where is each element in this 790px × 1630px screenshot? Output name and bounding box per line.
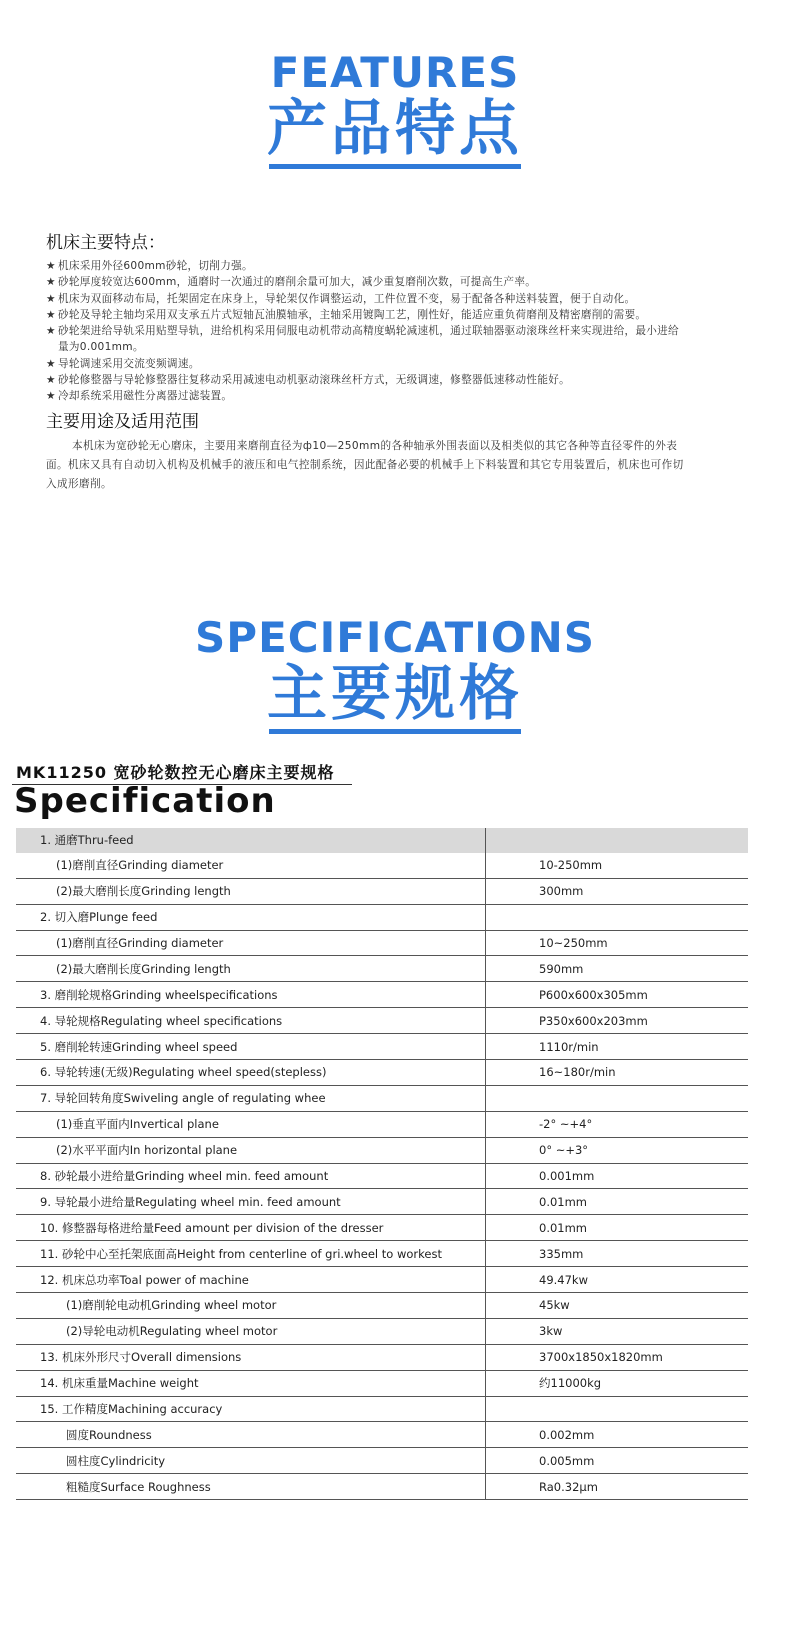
usage-heading: 主要用途及适用范围: [46, 411, 199, 432]
star-icon: ★: [46, 276, 56, 289]
spec-label: 11. 砂轮中心至托架底面高Height from centerline of gri.wheel to workest: [16, 1241, 486, 1267]
spec-value: 0.005mm: [486, 1448, 749, 1474]
spec-label: 5. 磨削轮转速Grinding wheel speed: [16, 1034, 486, 1060]
table-row: [16, 1060, 748, 1086]
table-row: [16, 1111, 748, 1137]
spec-label: (1)磨削直径Grinding diameter: [16, 930, 486, 956]
spec-value: 0.002mm: [486, 1422, 749, 1448]
features-title-cn: 产品特点: [267, 94, 523, 164]
spec-label: (1)磨削直径Grinding diameter: [16, 853, 486, 878]
feature-item: [46, 291, 686, 307]
spec-value: 0.01mm: [486, 1215, 749, 1241]
usage-text: 本机床为宽砂轮无心磨床，主要用来磨削直径为ф10—250mm的各种轴承外围表面以及相类似的其它各种等直径零件的外表面。机床又具有自动切入机构及机械手的液压和电气控制系统，因此配备必要的机械手上下料装置和其它专用装置后，机床也可作切入成形磨削。: [46, 439, 684, 490]
table-row: [16, 1267, 748, 1293]
spec-label: 9. 导轮最小进给量Regulating wheel min. feed amount: [16, 1189, 486, 1215]
table-row: [16, 878, 748, 904]
spec-label: 6. 导轮转速(无级)Regulating wheel speed(stepless): [16, 1060, 486, 1086]
feature-item-text: 冷却系统采用磁性分离器过滤装置。: [58, 390, 233, 403]
spec-label: (2)水平平面内In horizontal plane: [16, 1137, 486, 1163]
spec-value: [486, 1396, 749, 1422]
table-row: [16, 1163, 748, 1189]
spec-value: 0.01mm: [486, 1189, 749, 1215]
spec-value: 300mm: [486, 878, 749, 904]
table-row: [16, 1085, 748, 1111]
spec-label: (2)最大磨削长度Grinding length: [16, 956, 486, 982]
spec-value: [486, 828, 749, 853]
spec-label: 1. 通磨Thru-feed: [16, 828, 486, 853]
spec-value: -2° ~+4°: [486, 1111, 749, 1137]
feature-item-text: 砂轮架进给导轨采用贴塑导轨，进给机构采用伺服电动机带动高精度蜗轮减速机，通过联轴器驱动滚珠丝杆来实现进给，最小进给量为0.001mm。: [58, 325, 679, 354]
feature-item: [46, 323, 686, 356]
table-row: [16, 982, 748, 1008]
table-row: [16, 930, 748, 956]
spec-value: 16~180r/min: [486, 1060, 749, 1086]
features-section: [46, 232, 686, 494]
spec-value: 0° ~+3°: [486, 1137, 749, 1163]
table-row: [16, 1189, 748, 1215]
spec-table: [16, 828, 748, 1500]
table-row: [16, 828, 748, 853]
feature-item: [46, 388, 686, 404]
table-row: [16, 853, 748, 878]
spec-value: 3kw: [486, 1318, 749, 1344]
features-list: [46, 258, 686, 405]
features-underline: [269, 164, 521, 169]
spec-value: P350x600x203mm: [486, 1008, 749, 1034]
specifications-title-cn: 主要规格: [267, 659, 523, 729]
table-row: [16, 1474, 748, 1500]
spec-label: 粗糙度Surface Roughness: [16, 1474, 486, 1500]
table-row: [16, 1008, 748, 1034]
table-row: [16, 1318, 748, 1344]
spec-model-title: MK11250 宽砂轮数控无心磨床主要规格: [16, 763, 335, 782]
spec-label: 15. 工作精度Machining accuracy: [16, 1396, 486, 1422]
table-row: [16, 1241, 748, 1267]
spec-label: 7. 导轮回转角度Swiveling angle of regulating whee: [16, 1085, 486, 1111]
specifications-underline: [269, 729, 521, 734]
table-row: [16, 956, 748, 982]
spec-value: 1110r/min: [486, 1034, 749, 1060]
table-row: [16, 1137, 748, 1163]
star-icon: ★: [46, 357, 56, 370]
spec-label: 4. 导轮规格Regulating wheel specifications: [16, 1008, 486, 1034]
table-row: [16, 1034, 748, 1060]
spec-label: 14. 机床重量Machine weight: [16, 1370, 486, 1396]
spec-value: 590mm: [486, 956, 749, 982]
features-heading: 机床主要特点：: [46, 233, 165, 253]
feature-item-text: 机床为双面移动布局，托架固定在床身上，导轮架仅作调整运动，工件位置不变，易于配备各种送料装置，便于自动化。: [58, 292, 636, 305]
spec-value: 49.47kw: [486, 1267, 749, 1293]
star-icon: ★: [46, 260, 56, 272]
spec-value: 10~250mm: [486, 930, 749, 956]
spec-value: 45kw: [486, 1293, 749, 1319]
table-row: [16, 1448, 748, 1474]
spec-value: 3700x1850x1820mm: [486, 1344, 749, 1370]
star-icon: ★: [46, 374, 56, 387]
spec-value: [486, 904, 749, 930]
feature-item-text: 砂轮修整器与导轮修整器往复移动采用减速电动机驱动滚珠丝杆方式，无级调速，修整器低速移动性能好。: [58, 374, 571, 387]
feature-item: [46, 356, 686, 372]
spec-value: 10-250mm: [486, 853, 749, 878]
features-header: [0, 50, 790, 169]
spec-label: 13. 机床外形尺寸Overall dimensions: [16, 1344, 486, 1370]
spec-value: 335mm: [486, 1241, 749, 1267]
spec-label: (1)垂直平面内Invertical plane: [16, 1111, 486, 1137]
spec-value: [486, 1085, 749, 1111]
star-icon: ★: [46, 390, 56, 403]
features-title-en: FEATURES: [270, 48, 520, 97]
spec-label: 10. 修整器每格进给量Feed amount per division of the dresser: [16, 1215, 486, 1241]
star-icon: ★: [46, 325, 56, 338]
spec-label: 圆度Roundness: [16, 1422, 486, 1448]
table-row: [16, 1396, 748, 1422]
star-icon: ★: [46, 308, 56, 321]
spec-big-title: Specification: [14, 781, 276, 821]
spec-label: 3. 磨削轮规格Grinding wheelspecifications: [16, 982, 486, 1008]
table-row: [16, 1370, 748, 1396]
feature-item: [46, 274, 686, 290]
spec-label: (1)磨削轮电动机Grinding wheel motor: [16, 1293, 486, 1319]
feature-item: [46, 258, 686, 274]
spec-label: (2)导轮电动机Regulating wheel motor: [16, 1318, 486, 1344]
feature-item-text: 砂轮及导轮主轴均采用双支承五片式短轴瓦油膜轴承，主轴采用镀陶工艺，刚性好，能适应重负荷磨削及精密磨削的需要。: [58, 308, 647, 321]
spec-value: 约11000kg: [486, 1370, 749, 1396]
spec-label: (2)最大磨削长度Grinding length: [16, 878, 486, 904]
spec-value: Ra0.32μm: [486, 1474, 749, 1500]
table-row: [16, 1293, 748, 1319]
table-row: [16, 1215, 748, 1241]
spec-value: P600x600x305mm: [486, 982, 749, 1008]
spec-label: 2. 切入磨Plunge feed: [16, 904, 486, 930]
feature-item-text: 导轮调速采用交流变频调速。: [58, 357, 200, 370]
table-row: [16, 1422, 748, 1448]
specifications-title-en: SPECIFICATIONS: [195, 613, 595, 662]
feature-item: [46, 372, 686, 388]
feature-item: [46, 307, 686, 323]
spec-label: 圆柱度Cylindricity: [16, 1448, 486, 1474]
spec-label: 12. 机床总功率Toal power of machine: [16, 1267, 486, 1293]
feature-item-text: 机床采用外径600mm砂轮，切削力强。: [58, 260, 253, 272]
table-row: [16, 904, 748, 930]
table-row: [16, 1344, 748, 1370]
star-icon: ★: [46, 292, 56, 305]
specifications-header: [0, 615, 790, 734]
spec-value: 0.001mm: [486, 1163, 749, 1189]
feature-item-text: 砂轮厚度较宽达600mm，通磨时一次通过的磨削余量可加大，减少重复磨削次数，可提高生产率。: [58, 276, 537, 289]
spec-label: 8. 砂轮最小进给量Grinding wheel min. feed amount: [16, 1163, 486, 1189]
